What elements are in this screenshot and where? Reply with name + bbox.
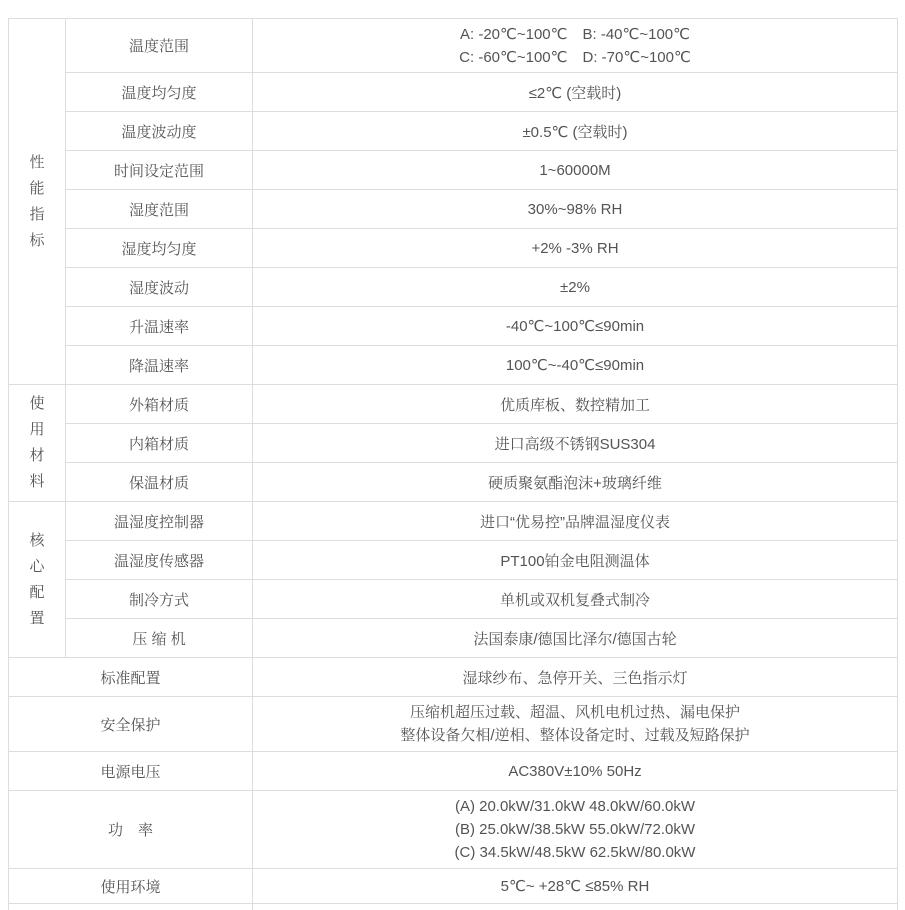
row-value: [253, 19, 898, 73]
category-label: 性能指标: [29, 153, 45, 249]
table-row: [9, 424, 898, 463]
row-label: 使用环境: [9, 869, 253, 904]
row-value: AC380V±10% 50Hz: [253, 752, 898, 791]
table-row: [9, 463, 898, 502]
partial-cell: [9, 904, 253, 910]
row-value: PT100铂金电阻测温体: [253, 541, 898, 580]
table-row: [9, 190, 898, 229]
partial-cell: [253, 904, 898, 910]
table-row: [9, 869, 898, 904]
row-label: 标准配置: [9, 658, 253, 697]
value-line: (A) 20.0kW/31.0kW 48.0kW/60.0kW: [454, 798, 696, 815]
row-value: [253, 697, 898, 752]
row-value: 湿球纱布、急停开关、三色指示灯: [253, 658, 898, 697]
value-line: C: -60℃~100℃ D: -70℃~100℃: [459, 48, 691, 66]
row-label: 压 缩 机: [66, 619, 253, 658]
row-value: 进口高级不锈钢SUS304: [253, 424, 898, 463]
table-row: [9, 346, 898, 385]
row-label: 内箱材质: [66, 424, 253, 463]
row-value: [253, 791, 898, 869]
table-row: [9, 307, 898, 346]
row-label: 升温速率: [66, 307, 253, 346]
row-value: 100℃~-40℃≤90min: [253, 346, 898, 385]
value-line: 整体设备欠相/逆相、整体设备定时、过载及短路保护: [400, 727, 750, 744]
row-value: 法国泰康/德国比泽尔/德国古轮: [253, 619, 898, 658]
table-row: [9, 73, 898, 112]
row-label: 电源电压: [9, 752, 253, 791]
row-value: ±2%: [253, 268, 898, 307]
row-label: 安全保护: [9, 697, 253, 752]
row-label: 温湿度传感器: [66, 541, 253, 580]
value-line: 压缩机超压过载、超温、风机电机过热、漏电保护: [409, 704, 740, 721]
row-value: 30%~98% RH: [253, 190, 898, 229]
table-row: [9, 502, 898, 541]
row-value: ≤2℃ (空载时): [253, 73, 898, 112]
table-row: [9, 658, 898, 697]
table-row: [9, 697, 898, 752]
row-label: 湿度范围: [66, 190, 253, 229]
partial-row: [9, 904, 898, 910]
row-label: 降温速率: [66, 346, 253, 385]
category-cell-materials: [9, 385, 66, 502]
row-label: 湿度波动: [66, 268, 253, 307]
category-label: 使用材料: [29, 395, 45, 490]
table-row: [9, 619, 898, 658]
row-value: 优质库板、数控精加工: [253, 385, 898, 424]
row-label: 制冷方式: [66, 580, 253, 619]
table-row: [9, 541, 898, 580]
category-cell-core-config: [9, 502, 66, 658]
table-row: [9, 580, 898, 619]
row-label: 温度波动度: [66, 112, 253, 151]
row-value: 硬质聚氨酯泡沫+玻璃纤维: [253, 463, 898, 502]
row-value: ±0.5℃ (空载时): [253, 112, 898, 151]
category-label: 核心配置: [29, 531, 45, 627]
value-line: A: -20℃~100℃ B: -40℃~100℃: [460, 25, 690, 43]
row-value: +2% -3% RH: [253, 229, 898, 268]
table-row: [9, 229, 898, 268]
table-row: [9, 791, 898, 869]
table-row: [9, 19, 898, 73]
row-label: 外箱材质: [66, 385, 253, 424]
row-label: 温度范围: [66, 19, 253, 73]
table-row: [9, 151, 898, 190]
row-value: 单机或双机复叠式制冷: [253, 580, 898, 619]
row-value: 5℃~ +28℃ ≤85% RH: [253, 869, 898, 904]
row-value: 1~60000M: [253, 151, 898, 190]
row-value: -40℃~100℃≤90min: [253, 307, 898, 346]
spec-table: [8, 18, 898, 910]
value-line: (C) 34.5kW/48.5kW 62.5kW/80.0kW: [454, 844, 696, 861]
table-row: [9, 385, 898, 424]
row-label: 温湿度控制器: [66, 502, 253, 541]
row-label: 保温材质: [66, 463, 253, 502]
row-label: 湿度均匀度: [66, 229, 253, 268]
row-label: 温度均匀度: [66, 73, 253, 112]
row-label: 功 率: [9, 791, 253, 869]
table-row: [9, 112, 898, 151]
row-value: 进口“优易控”品牌温湿度仪表: [253, 502, 898, 541]
table-row: [9, 268, 898, 307]
row-label: 时间设定范围: [66, 151, 253, 190]
table-row: [9, 752, 898, 791]
category-cell-performance: [9, 19, 66, 385]
value-line: (B) 25.0kW/38.5kW 55.0kW/72.0kW: [454, 821, 696, 838]
